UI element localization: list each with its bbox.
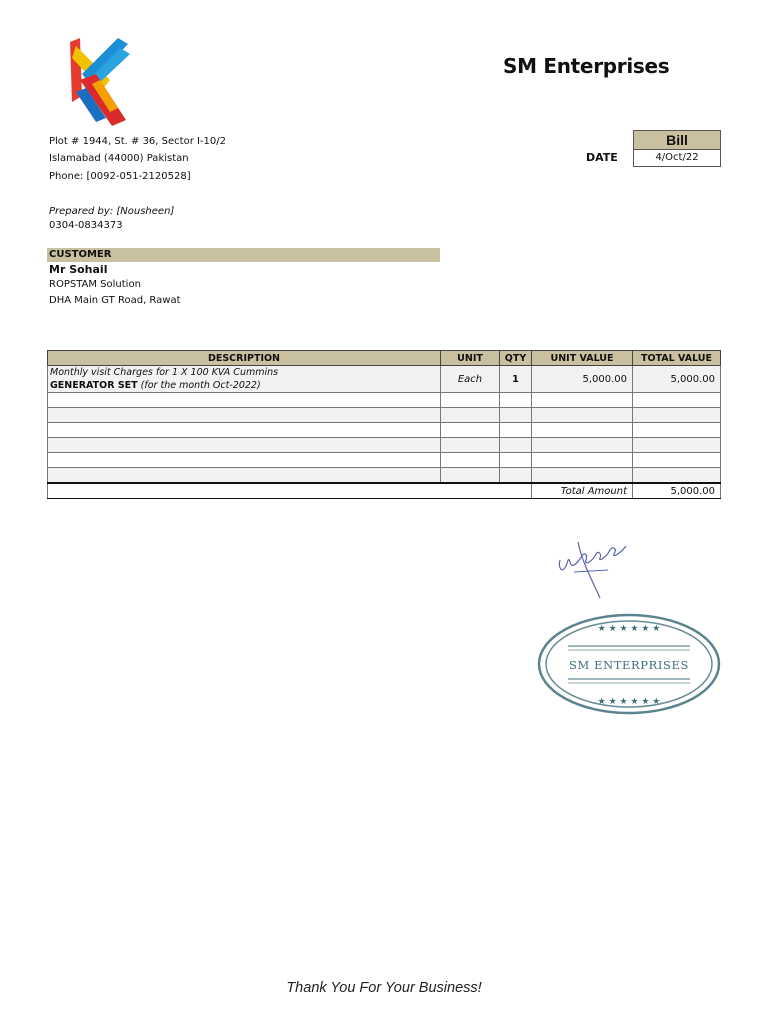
item-unit: Each	[441, 366, 500, 393]
item-total-value: 5,000.00	[633, 366, 721, 393]
address-line-2: Islamabad (44000) Pakistan	[49, 153, 189, 164]
item-description-rest: (for the month Oct-2022)	[137, 379, 261, 391]
col-header-description: DESCRIPTION	[48, 351, 441, 366]
table-row	[48, 408, 721, 423]
company-phone: Phone: [0092-051-2120528]	[49, 171, 191, 182]
prepared-by: Prepared by: [Nousheen]	[49, 206, 175, 217]
item-description-line2	[50, 379, 438, 392]
table-row	[48, 468, 721, 484]
thank-you-message: Thank You For Your Business!	[286, 980, 482, 996]
customer-company: ROPSTAM Solution	[49, 279, 141, 290]
total-row	[48, 483, 721, 499]
company-name: SM Enterprises	[503, 54, 670, 78]
company-stamp	[536, 612, 722, 716]
company-logo	[66, 36, 132, 128]
total-label: Total Amount	[532, 483, 633, 499]
col-header-qty: QTY	[500, 351, 532, 366]
item-unit-value: 5,000.00	[532, 366, 633, 393]
table-row	[48, 453, 721, 468]
table-row	[48, 423, 721, 438]
signature	[548, 532, 638, 602]
bill-title: Bill	[633, 130, 721, 150]
table-row	[48, 438, 721, 453]
col-header-unit-value: UNIT VALUE	[532, 351, 633, 366]
table-row	[48, 366, 721, 393]
item-description-line1: Monthly visit Charges for 1 X 100 KVA Cummins	[50, 366, 279, 378]
customer-name: Mr Sohail	[49, 263, 108, 276]
date-label: DATE	[586, 151, 618, 164]
total-amount: 5,000.00	[633, 483, 721, 499]
stamp-text: SM ENTERPRISES	[569, 658, 689, 672]
item-qty: 1	[500, 366, 532, 393]
address-line-1: Plot # 1944, St. # 36, Sector I-10/2	[49, 136, 226, 147]
customer-heading: CUSTOMER	[47, 248, 440, 262]
svg-text:★ ★ ★ ★ ★ ★: ★ ★ ★ ★ ★ ★	[597, 697, 661, 707]
col-header-unit: UNIT	[441, 351, 500, 366]
prepared-by-phone: 0304-0834373	[49, 220, 123, 231]
col-header-total-value: TOTAL VALUE	[633, 351, 721, 366]
item-description	[48, 366, 441, 393]
item-description-bold: GENERATOR SET	[50, 379, 138, 391]
customer-address: DHA Main GT Road, Rawat	[49, 295, 181, 306]
table-row	[48, 393, 721, 408]
table-header-row	[48, 351, 721, 366]
date-value: 4/Oct/22	[633, 149, 721, 167]
svg-text:★ ★ ★ ★ ★ ★: ★ ★ ★ ★ ★ ★	[597, 624, 661, 634]
items-table	[47, 350, 721, 499]
